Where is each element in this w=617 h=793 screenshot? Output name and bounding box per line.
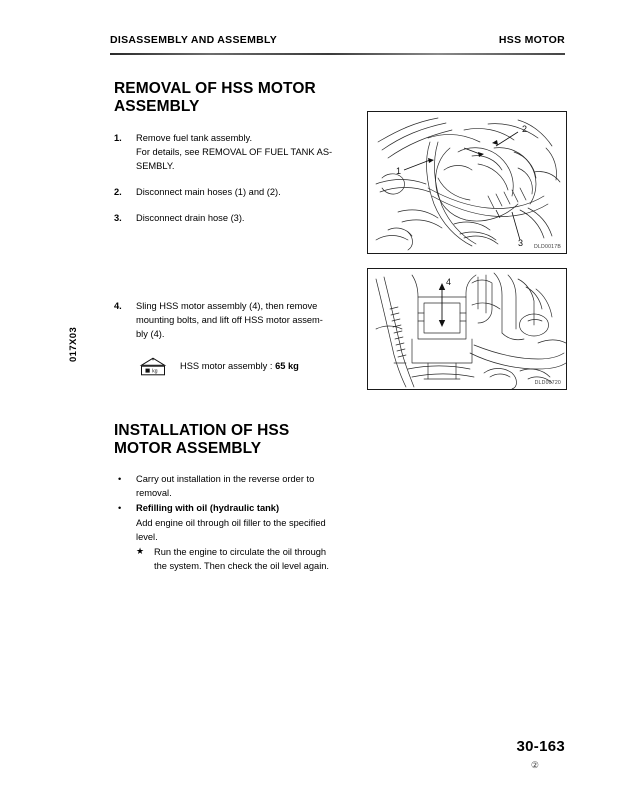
bullet-marker: • [118, 503, 122, 514]
figure-1-code: DLD0017B [534, 244, 561, 250]
removal-step [114, 299, 354, 341]
figure-2-linework [368, 269, 566, 389]
bullet-continuation-line: Add engine oil through oil filler to the specified [136, 517, 326, 528]
installation-section-title [114, 422, 354, 459]
title-line: MOTOR ASSEMBLY [114, 439, 262, 457]
substep-line: Run the engine to circulate the oil through [154, 546, 327, 557]
step-line: Sling HSS motor assembly (4), then remove [136, 301, 318, 312]
figure-hss-motor-hoses [367, 111, 567, 254]
bullet-continuation-line: level. [136, 531, 158, 542]
page-number: 30-163 [516, 738, 565, 755]
bullet-line: removal. [136, 488, 172, 499]
title-line: REMOVAL OF HSS MOTOR [114, 80, 316, 97]
header-component-title: HSS MOTOR [498, 34, 565, 46]
bullet-line: Refilling with oil (hydraulic tank) [136, 503, 280, 514]
figure-1-linework [368, 112, 566, 253]
step-line: Remove fuel tank assembly. [136, 132, 253, 143]
installation-bullet [114, 472, 354, 500]
edition-mark: ② [530, 760, 539, 770]
svg-text:kg: kg [152, 368, 158, 375]
weight-value: 65 kg [275, 360, 299, 371]
figure-hss-motor-mounting [367, 268, 567, 390]
installation-bullet [114, 501, 354, 543]
step-line: mounting bolts, and lift off HSS motor assem- [136, 315, 323, 326]
title-line: INSTALLATION OF HSS [114, 421, 290, 439]
step-number: 1. [114, 132, 122, 143]
svg-text:1: 1 [396, 166, 402, 176]
installation-bullets-list [114, 472, 354, 573]
removal-steps-list [114, 131, 354, 342]
removal-section-title [114, 80, 354, 117]
removal-step [114, 185, 354, 199]
sling-weight-icon [136, 357, 170, 376]
substep-marker: ★ [136, 545, 145, 556]
removal-step [114, 211, 354, 225]
title-line: ASSEMBLY [114, 98, 200, 116]
step-number: 4. [114, 301, 122, 312]
step-number: 3. [114, 213, 122, 224]
step-line: bly (4). [136, 329, 165, 340]
svg-text:4: 4 [446, 277, 452, 287]
text-column [114, 80, 354, 573]
step-line: Disconnect drain hose (3). [136, 213, 245, 224]
weight-specification-note [136, 356, 354, 378]
step-number: 2. [114, 186, 122, 197]
header-divider [110, 53, 565, 55]
step-line: Disconnect main hoses (1) and (2). [136, 186, 281, 197]
bullet-line: Carry out installation in the reverse order to [136, 474, 315, 485]
installation-substep [114, 545, 354, 573]
bullet-marker: • [118, 474, 122, 485]
step-line: SEMBLY. [136, 160, 175, 171]
step-line: For details, see REMOVAL OF FUEL TANK AS- [136, 146, 333, 157]
header-section-title: DISASSEMBLY AND ASSEMBLY [110, 34, 278, 46]
margin-document-code: 017X03 [68, 326, 79, 362]
substep-line: the system. Then check the oil level again. [154, 560, 330, 571]
removal-step [114, 131, 354, 173]
figure-2-code: DLD00720 [534, 380, 561, 386]
weight-value-text [180, 361, 299, 371]
weight-label: HSS motor assembly : [180, 360, 276, 371]
svg-text:3: 3 [518, 238, 524, 248]
svg-text:2: 2 [522, 124, 528, 134]
